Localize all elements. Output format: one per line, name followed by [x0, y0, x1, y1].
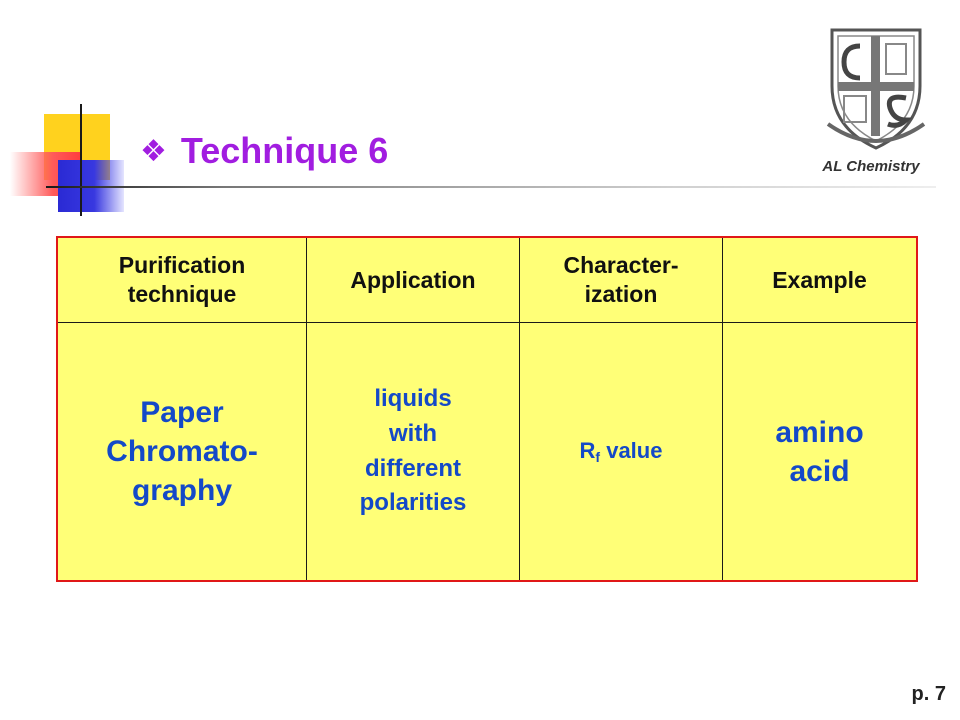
cell-application	[307, 323, 520, 581]
cell-line: different	[365, 454, 461, 482]
cell-line: polarities	[359, 489, 467, 517]
cell-technique	[58, 323, 307, 581]
page-number: p. 7	[911, 683, 946, 705]
header-line: ization	[584, 281, 658, 307]
cell-line: liquids	[374, 384, 452, 412]
diamond-bullet-icon: ❖	[140, 134, 167, 168]
header-example: Example	[723, 238, 917, 323]
cell-example	[723, 323, 917, 581]
title-underline	[46, 186, 936, 188]
decor-vertical-line	[80, 104, 82, 216]
cell-line: acid	[789, 454, 850, 488]
technique-table	[56, 236, 918, 582]
cell-line: with	[389, 419, 437, 447]
slide-title	[140, 130, 388, 172]
rf-value-text: value	[606, 438, 663, 463]
table-header-row	[58, 238, 916, 323]
cell-line: graphy	[131, 474, 233, 507]
cell-line: amino	[775, 415, 864, 449]
slide-title-text: Technique 6	[180, 130, 389, 171]
header-line: Purification	[118, 252, 246, 279]
header-line: technique	[127, 281, 237, 307]
header-characterization	[520, 238, 723, 323]
header-application: Application	[307, 238, 520, 323]
table-row	[58, 323, 916, 581]
logo-caption: AL Chemistry	[822, 158, 920, 175]
header-line: Character-	[563, 252, 679, 279]
header-purification-technique	[58, 238, 307, 323]
rf-symbol: R	[579, 438, 596, 463]
cell-characterization	[520, 323, 723, 581]
cell-line: Paper	[140, 396, 224, 429]
rf-subscript: f	[595, 449, 601, 465]
school-crest-logo	[826, 24, 926, 154]
cell-line: Chromato-	[106, 435, 258, 468]
